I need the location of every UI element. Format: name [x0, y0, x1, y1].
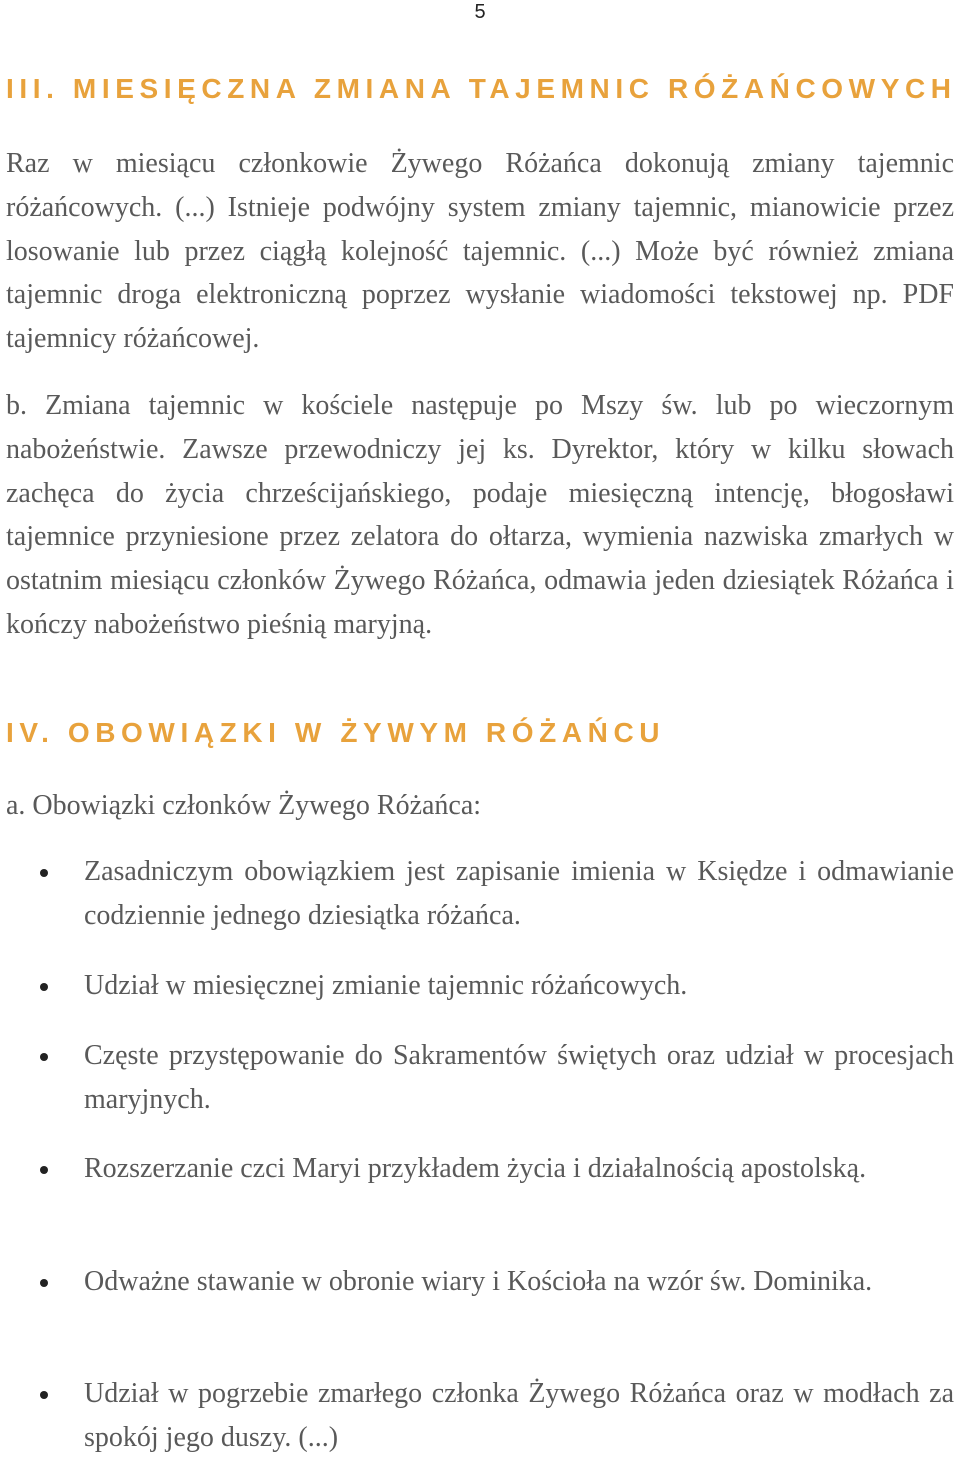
- bullet-icon: [40, 1166, 48, 1174]
- list-item-text: Udział w miesięcznej zmianie tajemnic różańcowych.: [84, 970, 688, 1001]
- paragraph-mystery-change: Raz w miesiącu członkowie Żywego Różańca dokonują zmiany tajemnic różańcowych. (...) Istnieje podwójny system zmiany tajemnic, mianowicie przez losowanie lub przez ciągłą kolejność tajemnic. (...) Może być również zmiana tajemnic droga elektroniczną poprzez wysłanie wiadomości tekstowej np. PDF tajemnicy różańcowej.: [6, 148, 954, 355]
- bullet-icon: [40, 1053, 48, 1061]
- section-heading-iv: IV. OBOWIĄZKI W ŻYWYM RÓŻAŃCU: [6, 717, 666, 748]
- bullet-icon: [40, 983, 48, 991]
- list-item-text: Częste przystępowanie do Sakramentów świętych oraz udział w procesjach maryjnych.: [84, 1040, 954, 1115]
- list-item-text: Zasadniczym obowiązkiem jest zapisanie imienia w Księdze i odmawianie codziennie jednego dziesiątka różańca.: [84, 856, 954, 931]
- obligations-intro: a. Obowiązki członków Żywego Różańca:: [6, 790, 482, 821]
- section-heading-iii: III. MIESIĘCZNA ZMIANA TAJEMNIC RÓŻAŃCOWYCH: [6, 73, 957, 104]
- list-item-text: Odważne stawanie w obronie wiary i Kościoła na wzór św. Dominika.: [84, 1266, 873, 1297]
- list-item-text: Rozszerzanie czci Maryi przykładem życia i działalnością apostolską.: [84, 1153, 867, 1184]
- paragraph-church-ceremony: b. Zmiana tajemnic w kościele następuje po Mszy św. lub po wieczornym nabożeństwie. Zawsze przewodniczy jej ks. Dyrektor, który w kilku słowach zachęca do życia chrześcijańskiego, podaje miesięczną intencję, błogosławi tajemnice przyniesione przez zelatora do ołtarza, wymienia nazwiska zmarłych w ostatnim miesiącu członków Żywego Różańca, odmawia jeden dziesiątek Różańca i kończy nabożeństwo pieśnią maryjną.: [6, 390, 954, 640]
- list-item-text: Udział w pogrzebie zmarłego członka Żywego Różańca oraz w modłach za spokój jego duszy. (...): [84, 1378, 954, 1453]
- page-number: 5: [474, 1, 486, 23]
- bullet-icon: [40, 1391, 48, 1399]
- bullet-icon: [40, 869, 48, 877]
- bullet-icon: [40, 1279, 48, 1287]
